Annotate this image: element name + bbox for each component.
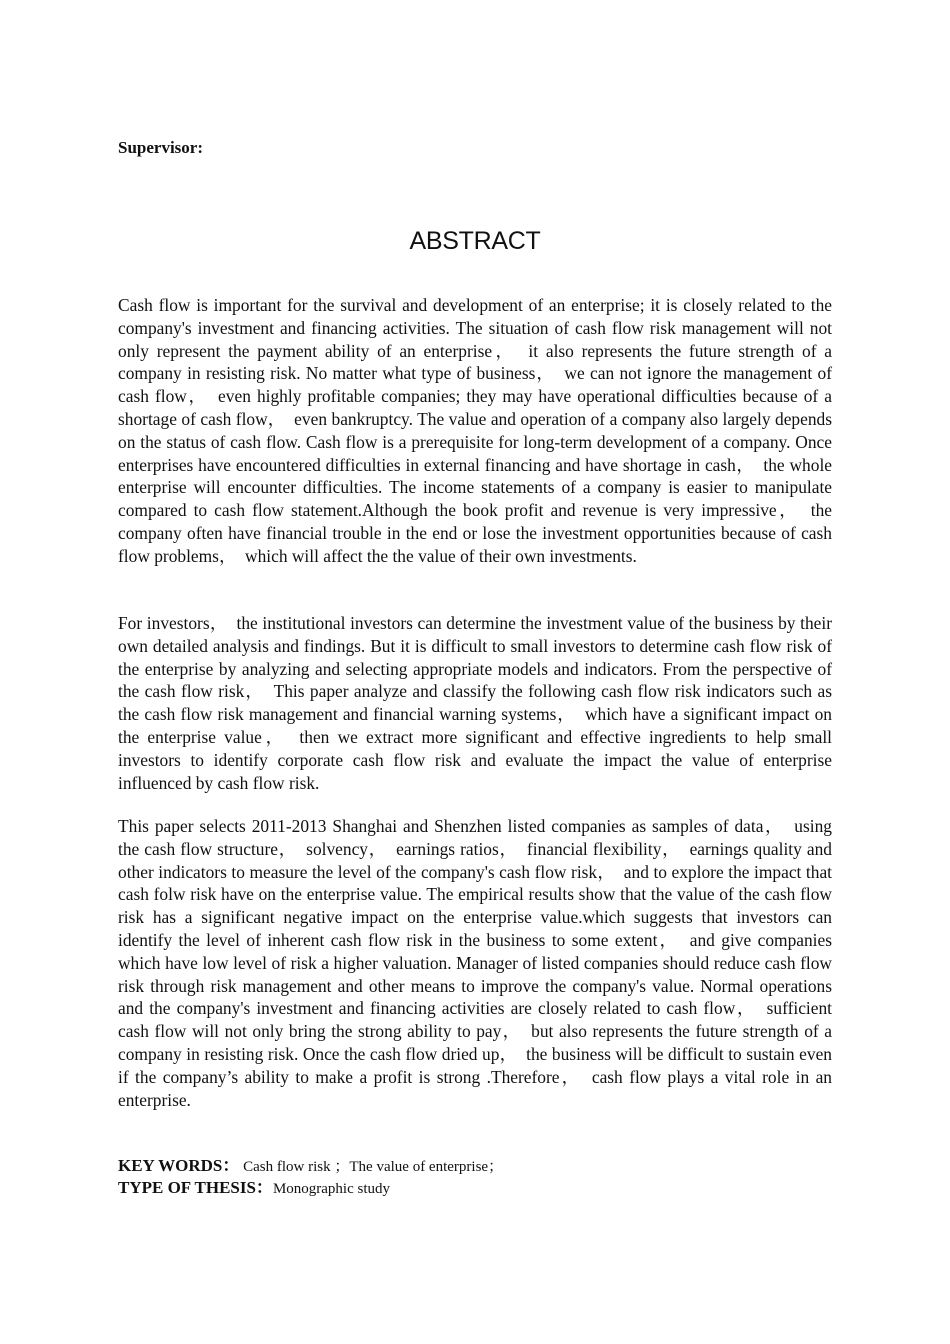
- thesis-type-line: [118, 1177, 390, 1200]
- keywords-line: [118, 1155, 503, 1178]
- keywords-label: KEY WORDS：: [118, 1156, 240, 1175]
- abstract-paragraph: This paper selects 2011-2013 Shanghai and Shenzhen listed companies as samples of data， using the cash flow structure， solvency， earnings ratios， financial flexibility， earnings quality and other indicators to measure the level of the company's cash flow risk， and to explore the impact that cash folw risk have on the enterprise value. The empirical results show that the value of the cash flow risk has a significant negative impact on the enterprise value.which suggests that investors can identify the level of inherent cash flow risk in the business to some extent， and give companies which have low level of risk a higher valuation. Manager of listed companies should reduce cash flow risk through risk management and other means to improve the company's value. Normal operations and the company's investment and financing activities are closely related to cash flow， sufficient cash flow will not only bring the strong ability to pay， but also represents the future strength of a company in resisting risk. Once the cash flow dried up， the business will be difficult to sustain even if the company’s ability to make a profit is strong .Therefore， cash flow plays a vital role in an enterprise.: [118, 816, 832, 1110]
- thesis-type-label: TYPE OF THESIS：: [118, 1178, 273, 1197]
- supervisor-label: Supervisor:: [118, 138, 203, 157]
- abstract-paragraph: Cash flow is important for the survival and development of an enterprise; it is closely related to the company's investment and financing activities. The situation of cash flow risk management will not only represent the payment ability of an enterprise， it also represents the future strength of a company in resisting risk. No matter what type of business， we can not ignore the management of cash flow， even highly profitable companies; they may have operational difficulties because of a shortage of cash flow， even bankruptcy. The value and operation of a company also largely depends on the status of cash flow. Cash flow is a prerequisite for long-term development of a company. Once enterprises have encountered difficulties in external financing and have shortage in cash， the whole enterprise will encounter difficulties. The income statements of a company is easier to manipulate compared to cash flow statement.Although the book profit and revenue is very impressive， the company often have financial trouble in the end or lose the investment opportunities because of cash flow problems， which will affect the the value of their own investments.: [118, 295, 832, 566]
- keywords-value: Cash flow risk ；The value of enterprise；: [239, 1159, 504, 1175]
- abstract-paragraph: For investors， the institutional investors can determine the investment value of the business by their own detailed analysis and findings. But it is difficult to small investors to determine cash flow risk of the enterprise by analyzing and selecting appropriate models and indicators. From the perspective of the cash flow risk， This paper analyze and classify the following cash flow risk indicators such as the cash flow risk management and financial warning systems， which have a significant impact on the enterprise value， then we extract more significant and effective ingredients to help small investors to identify corporate cash flow risk and evaluate the impact the value of enterprise influenced by cash flow risk.: [118, 613, 832, 793]
- thesis-type-value: Monographic study: [272, 1181, 391, 1197]
- abstract-heading: ABSTRACT: [409, 227, 541, 255]
